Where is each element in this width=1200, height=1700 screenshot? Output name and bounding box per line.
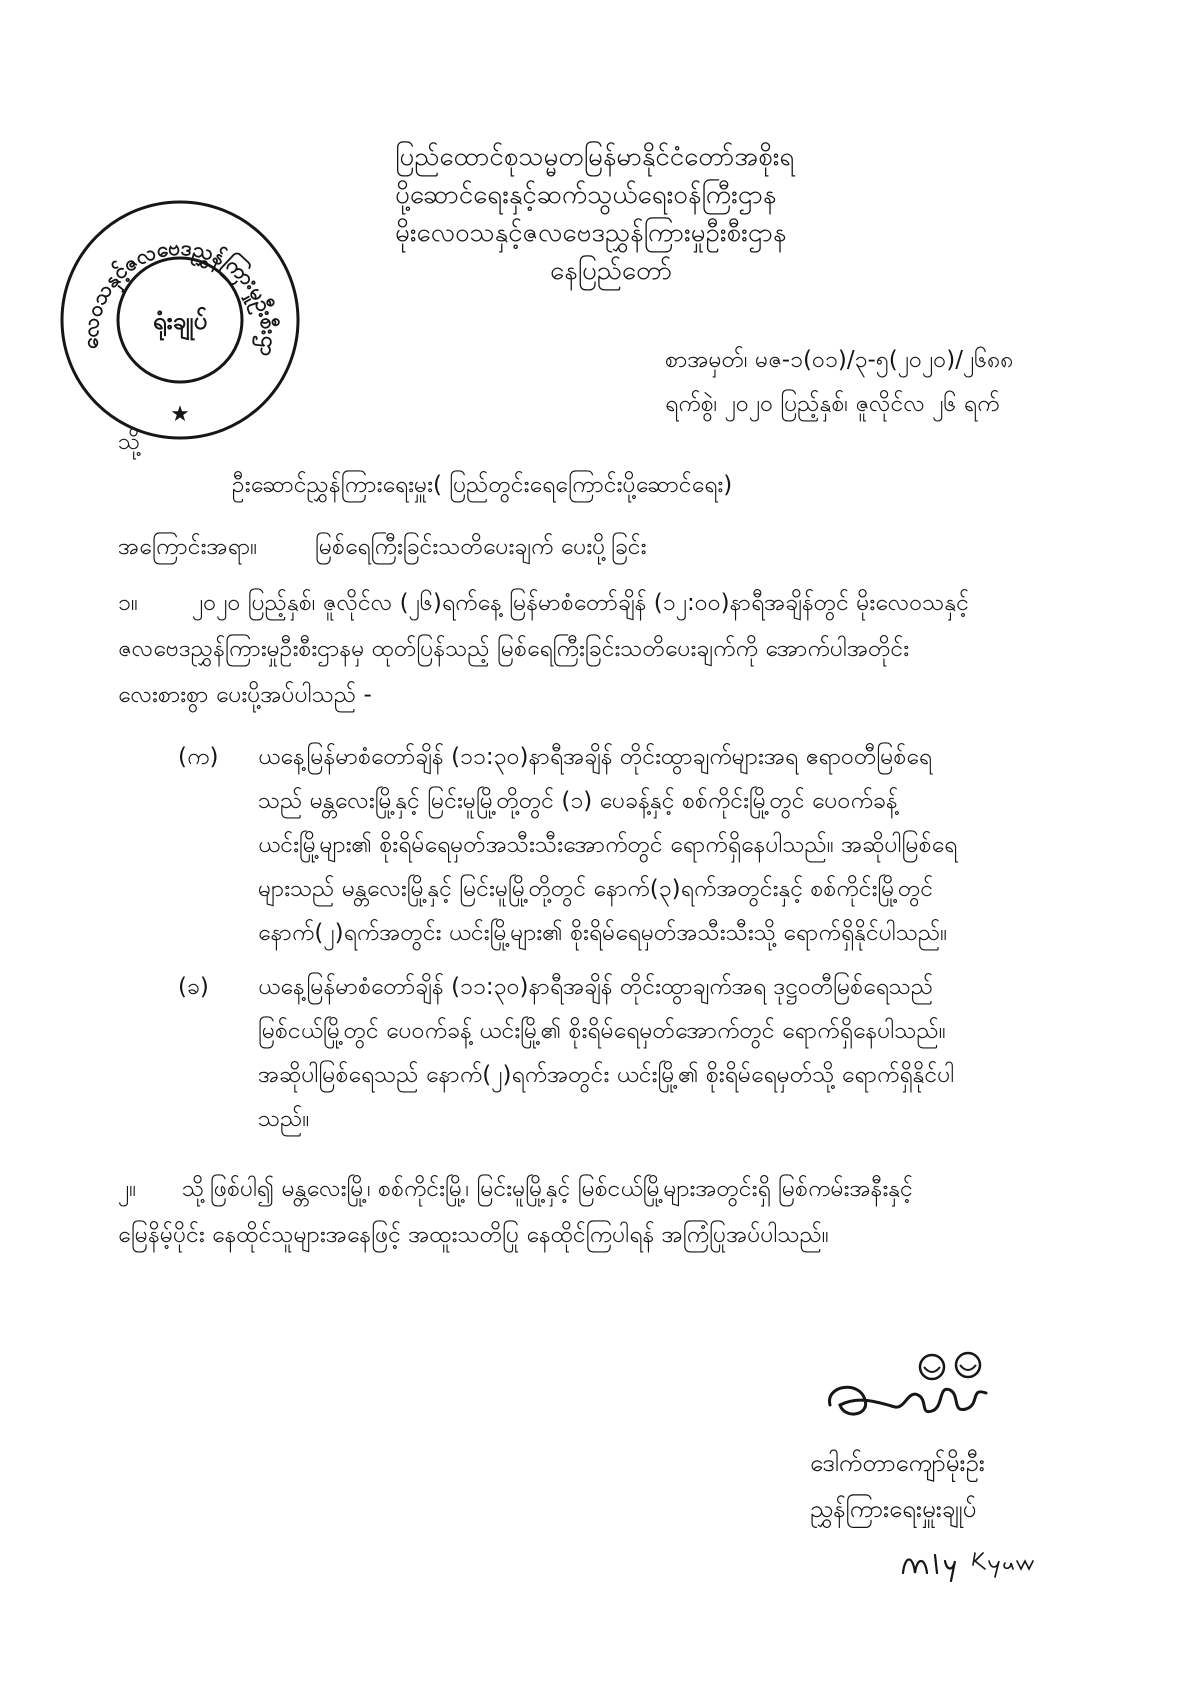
item-ka-line: များသည် မန္တလေးမြို့နှင့် မြင်းမူမြို့တို့တွင် နောက်(၃)ရက်အတွင်းနှင့် စစ်ကိုင်းမြို့တွင် [258,876,934,902]
header-department: မိုးလေဝသနှင့်ဇလဗေဒညွှန်ကြားမှုဦးစီးဌာန [395,218,787,248]
seal-ring-text: လေဝသနှင့်ဇလဗေဒညွှန်ကြားမှုဦးစီးဌာ [78,235,282,358]
para1-number: ၁။ [118,590,138,616]
signature-scribble [820,1345,1020,1435]
item-ka-line: သည် မန္တလေးမြို့နှင့် မြင်းမူမြို့တို့တွင် (၁) ပေခန့်နှင့် စစ်ကိုင်းမြို့တွင် ပေ၀က်ခန့် [258,788,898,814]
subject-label: အကြောင်းအရာ။ [118,534,258,560]
para2-number: ၂။ [118,1176,137,1202]
seal-graphic [55,195,305,445]
seal-center-text: ရုံးချုပ် [152,307,208,335]
para2-line: မြေနိမ့်ပိုင်း နေထိုင်သူများအနေဖြင့် အထူးသတိပြု နေထိုင်ကြပါရန် အကြံပြုအပ်ပါသည်။ [118,1222,829,1248]
item-kha-label: (ခ) [178,974,209,1000]
letter-date: ရက်စွဲ၊ ၂၀၂၀ ပြည့်နှစ်၊ ဇူလိုင်လ ၂၆ ရက် [665,391,1000,417]
header-government: ပြည်ထောင်စုသမ္မတမြန်မာနိုင်ငံတော်အစိုးရ [395,142,795,172]
signatory-name: ဒေါက်တာကျော်မိုးဦး [810,1449,985,1477]
to-label: သို့ [118,429,141,455]
item-kha-line: မြစ်ငယ်မြို့တွင် ပေ၀က်ခန့် ယင်းမြို့၏ စိုးရိမ်ရေမှတ်အောက်တွင် ရောက်ရှိနေပါသည်။ [258,1018,946,1044]
reference-block [665,338,1013,426]
item-kha-line: ယနေ့မြန်မာစံတော်ချိန် (၁၁:၃၀)နာရီအချိန် တိုင်းထွာချက်အရ ဒုဋ္ဌဝတီမြစ်ရေသည် [258,974,934,1000]
item-kha-line: အဆိုပါမြစ်ရေသည် နောက်(၂)ရက်အတွင်း ယင်းမြို့၏ စိုးရိမ်ရေမှတ်သို့ ရောက်ရှိနိုင်ပါ [258,1062,955,1088]
item-ka-label: (က) [178,744,219,770]
recipient: ဦးဆောင်ညွှန်ကြားရေးမှူး( ပြည်တွင်းရေကြောင်းပို့ဆောင်ရေး) [232,472,733,498]
signatory-title: ညွှန်ကြားရေးမှူးချုပ် [810,1495,977,1523]
signature-block [810,1440,985,1532]
item-kha-line: သည်။ [258,1106,310,1132]
handwritten-initials [895,1535,1045,1585]
para1-line: လေးစားစွာ ပေးပို့အပ်ပါသည် - [118,682,372,708]
header-city: နေပြည်တော် [550,256,673,286]
para2-line: သို့ဖြစ်ပါ၍ မန္တလေးမြို့၊ စစ်ကိုင်းမြို့၊ မြင်းမူမြို့နှင့် မြစ်ငယ်မြို့များအတွင်းရှိ မြစ်ကမ်းအနီးနှင့် [182,1176,913,1202]
para1-line: ဇလဗေဒညွှန်ကြားမှုဦးစီးဌာနမှ ထုတ်ပြန်သည့် မြစ်ရေကြီးခြင်းသတိပေးချက်ကို အောက်ပါအတိုင်း [118,636,910,662]
initials-graphic [895,1535,1045,1585]
item-ka-line: ယင်းမြို့များ၏ စိုးရိမ်ရေမှတ်အသီးသီးအောက်တွင် ရောက်ရှိနေပါသည်။ အဆိုပါမြစ်ရေ [258,832,958,858]
office-seal [55,195,305,445]
signature-graphic [820,1345,1020,1435]
item-ka-line: နောက်(၂)ရက်အတွင်း ယင်းမြို့များ၏ စိုးရိမ်ရေမှတ်အသီးသီးသို့ ရောက်ရှိနိုင်ပါသည်။ [258,920,948,946]
para1-line: ၂၀၂၀ ပြည့်နှစ်၊ ဇူလိုင်လ (၂၆)ရက်နေ့ မြန်မာစံတော်ချိန် (၁၂:၀၀)နာရီအချိန်တွင် မိုးလေဝသနှင့် [192,590,970,616]
item-ka-line: ယနေ့မြန်မာစံတော်ချိန် (၁၁:၃၀)နာရီအချိန် တိုင်းထွာချက်များအရ ဧရာဝတီမြစ်ရေ [258,744,932,770]
letter-number: စာအမှတ်၊ မဇ-၁(၀၁)/၃-၅(၂၀၂၀)/၂၆၈၈ [665,347,1014,373]
subject-text: မြစ်ရေကြီးခြင်းသတိပေးချက် ပေးပို့ခြင်း [315,534,647,560]
letterhead [395,138,794,290]
star-icon: ★ [170,402,190,427]
header-ministry: ပို့ဆောင်ရေးနှင့်ဆက်သွယ်ရေးဝန်ကြီးဌာန [395,180,777,210]
